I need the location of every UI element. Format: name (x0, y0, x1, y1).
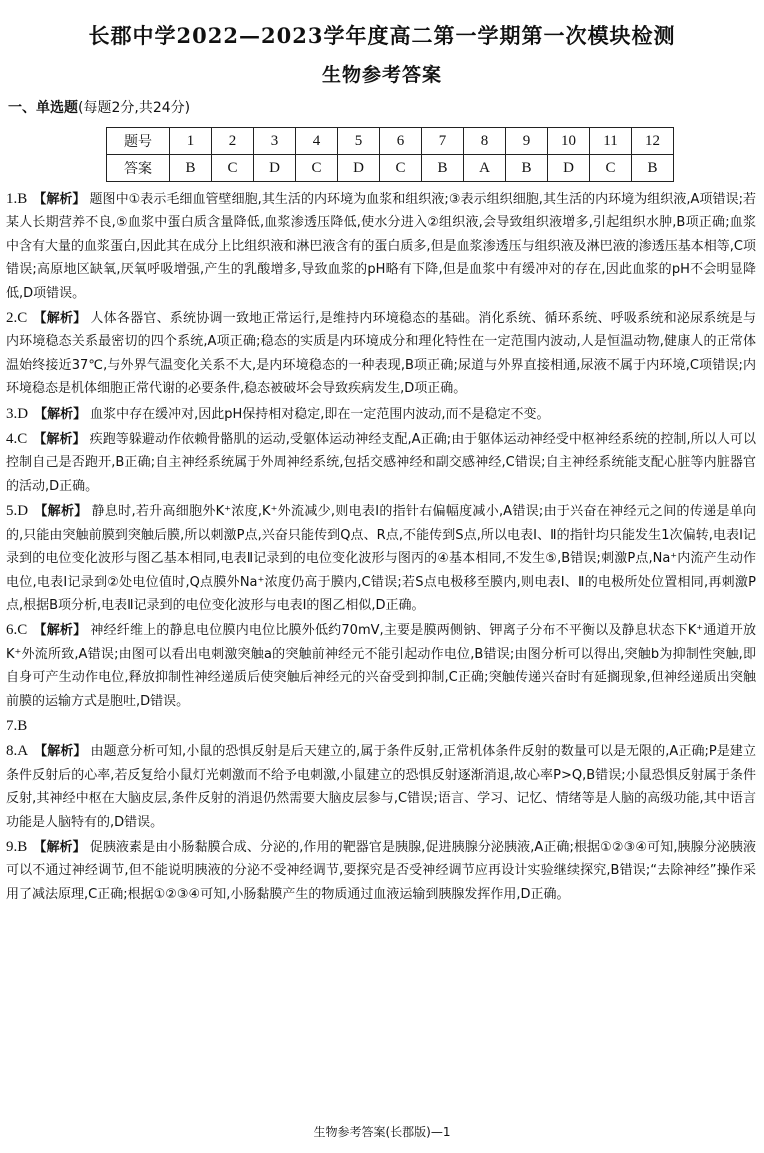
question-number: 2 (212, 128, 254, 155)
section-title: 一、单选题 (8, 100, 78, 116)
explanations (6, 188, 756, 908)
row-label-question: 题号 (107, 128, 170, 155)
explanation-item (6, 715, 756, 738)
question-number-row (107, 128, 674, 155)
item-number: 2.C (6, 310, 28, 327)
answer-cell: C (380, 155, 422, 182)
section-note: (每题2分,共24分) (78, 100, 191, 116)
analysis-tag: 【解析】 (34, 744, 87, 760)
analysis-tag: 【解析】 (33, 623, 87, 639)
question-number: 11 (590, 128, 632, 155)
explanation-item (6, 500, 756, 617)
item-text: 疾跑等躲避动作依赖骨骼肌的运动,受躯体运动神经支配,A正确;由于躯体运动神经受中枢神经系统的控制,所以人可以控制自己是否跑开,B正确;自主神经系统属于外周神经系统,包括交感神经和副交感神经,C错误;自主神经系统能支配心脏等内脏器官的活动,D正确。 (6, 432, 756, 494)
answer-cell: D (548, 155, 590, 182)
analysis-tag: 【解析】 (33, 311, 87, 327)
page-footer: 生物参考答案(长郡版)—1 (313, 1125, 451, 1139)
analysis-tag: 【解析】 (33, 839, 86, 855)
answer-cell: D (254, 155, 296, 182)
question-number: 5 (338, 128, 380, 155)
answer-cell: C (212, 155, 254, 182)
item-text: 神经纤维上的静息电位膜内电位比膜外低约70mV,主要是膜两侧钠、钾离子分布不平衡以及静息状态下K⁺通道开放K⁺外流所致,A错误;由图可以看出电刺激突触a的突触前神经元不能引起动作电位,B错误;由图分析可以得出,突触b为抑制性突触,即自身可产生动作电位,释放抑制性神经递质后使突触后神经元的兴奋受到抑制,C正确;突触传递兴奋时有延搁现象,但神经递质出突触前膜的运输方式是胞吐,D错误。 (6, 623, 756, 709)
answer-cell: B (632, 155, 674, 182)
question-number: 6 (380, 128, 422, 155)
item-number: 7.B (6, 717, 28, 734)
item-number: 6.C (6, 622, 28, 639)
item-number: 5.D (6, 503, 29, 520)
analysis-tag: 【解析】 (34, 504, 88, 520)
item-text: 题图中①表示毛细血管壁细胞,其生活的内环境为血浆和组织液;③表示组织细胞,其生活的内环境为组织液,A项错误;若某人长期营养不良,⑤血浆中蛋白质含量降低,血浆渗透压降低,使水分进入②组织液,会导致组织液增多,引起组织水肿,B项正确;血浆中含有大量的血浆蛋白,因此其在成分上比组织液和淋巴液含有的蛋白质多,但是血浆渗透压与组织液及淋巴液的渗透压基本相等,C项错误;高原地区缺氧,厌氧呼吸增强,产生的乳酸增多,导致血浆的pH略有下降,但是血浆中有缓冲对的存在,因此血浆的pH不会明显降低,D项错误。 (6, 192, 756, 301)
answer-cell: B (422, 155, 464, 182)
answer-cell: B (170, 155, 212, 182)
answer-cell: C (590, 155, 632, 182)
item-text: 由题意分析可知,小鼠的恐惧反射是后天建立的,属于条件反射,正常机体条件反射的数量可以是无限的,A正确;P是建立条件反射后的心率,若反复给小鼠灯光刺激而不给予电刺激,小鼠建立的恐惧反射逐渐消退,故心率P>Q,B错误;小鼠恐惧反射属于条件反射,其神经中枢在大脑皮层,条件反射的消退仍然需要大脑皮层参与,C错误;语言、学习、记忆、情绪等是人脑的高级功能,其中语言功能是人脑特有的,D错误。 (6, 744, 756, 830)
question-number: 9 (506, 128, 548, 155)
question-number: 12 (632, 128, 674, 155)
item-text: 静息时,若升高细胞外K⁺浓度,K⁺外流减少,则电表Ⅰ的指针右偏幅度减小,A错误;由于兴奋在神经元之间的传递是单向的,只能由突触前膜到突触后膜,所以刺激P点,兴奋只能传到Q点、R点,不能传到S点,所以电表Ⅰ、Ⅱ的指针均只能发生1次偏转,电表Ⅰ记录到的电位变化波形与图乙基本相同,电表Ⅱ记录到的电位变化波形与图丙的④基本相同,不发生⑤,B错误;刺激P点,Na⁺内流产生动作电位,电表Ⅰ记录到②处电位值时,Q点膜外Na⁺浓度仍高于膜内,C错误;若S点电极移至膜内,则电表Ⅰ、Ⅱ的电极所处位置相同,再刺激P点,根据B项分析,电表Ⅱ记录到的电位变化波形与电表Ⅰ的图乙相似,D正确。 (6, 504, 756, 613)
explanation-item (6, 403, 756, 426)
answer-table (106, 127, 674, 182)
page-subtitle: 生物参考答案 (321, 64, 442, 86)
item-text: 人体各器官、系统协调一致地正常运行,是维持内环境稳态的基础。消化系统、循环系统、呼吸系统和泌尿系统是与内环境稳态关系最密切的四个系统,A项正确;稳态的实质是内环境成分和理化特性在一定范围内波动,人是恒温动物,健康人的正常体温始终接近37℃,与外界气温变化关系不大,是内环境稳态的一种表现,B项正确;尿道与外界直接相通,尿液不属于内环境,C项错误;内环境稳态是机体细胞正常代谢的必要条件,稳态被破坏会导致疾病发生,D项正确。 (6, 311, 756, 397)
question-number: 3 (254, 128, 296, 155)
analysis-tag: 【解析】 (34, 406, 87, 422)
answer-cell: D (338, 155, 380, 182)
item-number: 9.B (6, 838, 28, 855)
item-text: 血浆中存在缓冲对,因此pH保持相对稳定,即在一定范围内波动,而不是稳定不变。 (90, 406, 550, 422)
question-number: 7 (422, 128, 464, 155)
answer-cell: B (506, 155, 548, 182)
answer-row (107, 155, 674, 182)
explanation-item (6, 307, 756, 401)
explanation-item (6, 740, 756, 834)
question-number: 4 (296, 128, 338, 155)
exam-title: 长郡中学2022—2023学年度高二第一学期第一次模块检测 (88, 23, 676, 48)
explanation-item (6, 836, 756, 906)
item-number: 3.D (6, 405, 29, 422)
item-text: 促胰液素是由小肠黏膜合成、分泌的,作用的靶器官是胰腺,促进胰腺分泌胰液,A正确;根据①②③④可知,胰腺分泌胰液可以不通过神经调节,但不能说明胰液的分泌不受神经调节,要探究是否受神经调节应再设计实验继续探究,B错误;“去除神经”操作采用了减法原理,C正确;根据①②③④可知,小肠黏膜产生的物质通过血液运输到胰腺发挥作用,D正确。 (6, 839, 756, 902)
explanation-item (6, 619, 756, 713)
question-number: 1 (170, 128, 212, 155)
explanation-item (6, 428, 756, 498)
row-label-answer: 答案 (107, 155, 170, 182)
analysis-tag: 【解析】 (33, 432, 86, 448)
question-number: 10 (548, 128, 590, 155)
item-number: 8.A (6, 743, 29, 760)
section-heading (8, 97, 190, 117)
item-number: 4.C (6, 431, 28, 448)
explanation-item (6, 188, 756, 305)
answer-cell: C (296, 155, 338, 182)
analysis-tag: 【解析】 (33, 192, 86, 207)
question-number: 8 (464, 128, 506, 155)
answer-cell: A (464, 155, 506, 182)
item-number: 1.B (6, 191, 28, 207)
